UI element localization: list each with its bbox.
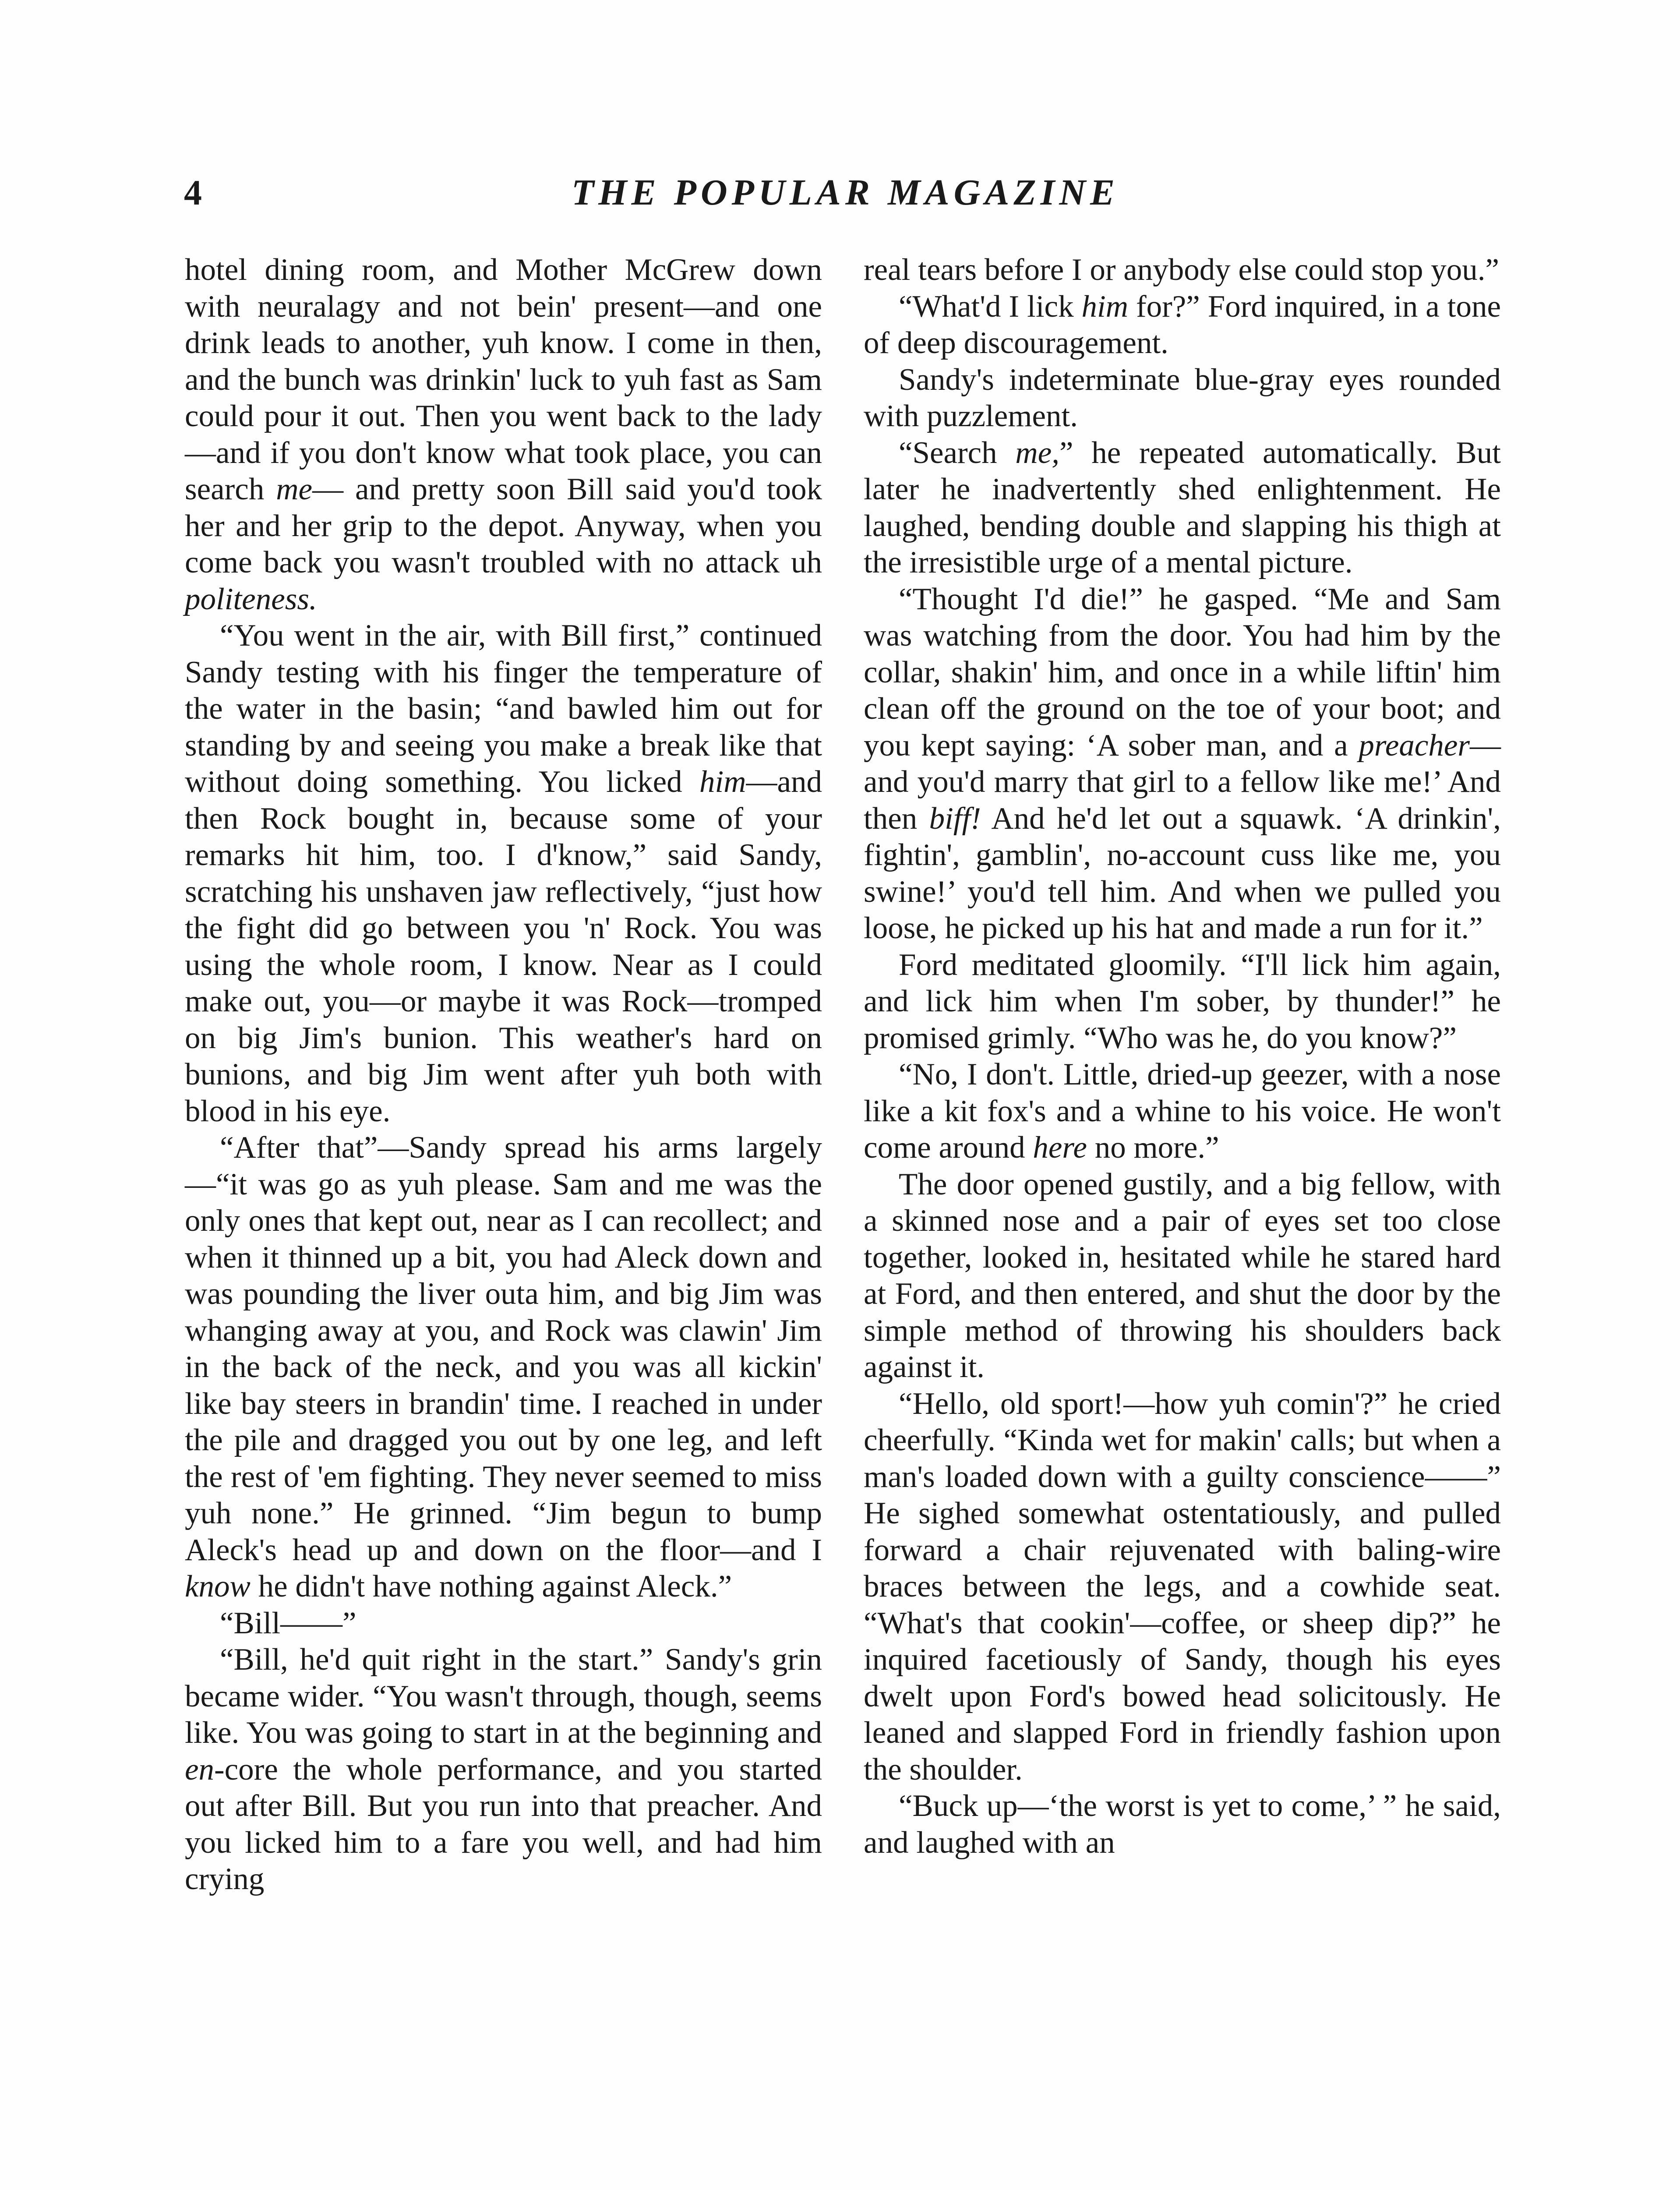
text-run: “Bill——” bbox=[220, 1606, 356, 1640]
paragraph bbox=[864, 1056, 1501, 1166]
text-run: —and you'd marry that girl to a fellow like me!’ And then bbox=[864, 728, 1501, 836]
text-run: “Buck up—‘the worst is yet to come,’ ” he said, and laughed with an bbox=[864, 1789, 1501, 1860]
text-run: no more.” bbox=[1087, 1130, 1219, 1165]
italic-text: him bbox=[1081, 289, 1129, 324]
paragraph bbox=[185, 1605, 822, 1642]
italic-text: him bbox=[699, 765, 746, 799]
text-run: hotel dining room, and Mother McGrew down with neuralagy and not bein' present—and one drink leads to another, yuh know. I come in then, and the bunch was drinkin' luck to yuh fast as Sam could pour it out. Then you went back to the lady—and if you don't know what took place, you can search bbox=[185, 253, 822, 506]
text-run: Sandy's indeterminate blue-gray eyes rounded with puzzlement. bbox=[864, 362, 1501, 433]
paragraph bbox=[864, 289, 1501, 362]
text-run: “Hello, old sport!—how yuh comin'?” he cried cheerfully. “Kinda wet for makin' calls; but when a man's loaded down with a guilty conscience——” He sighed somewhat ostentatiously, and pulled forward a chair rejuvenated with baling-wire braces between the legs, and a cowhide seat. “What's that cookin'—coffee, or sheep dip?” he inquired facetiously of Sandy, though his eyes dwelt upon Ford's bowed head solicitously. He leaned and slapped Ford in friendly fashion upon the shoulder. bbox=[864, 1386, 1501, 1787]
page-number: 4 bbox=[184, 173, 202, 212]
text-column-right bbox=[864, 252, 1501, 1861]
paragraph bbox=[864, 1166, 1501, 1386]
running-head: THE POPULAR MAGAZINE bbox=[571, 172, 1119, 213]
text-run: “Bill, he'd quit right in the start.” Sandy's grin became wider. “You wasn't through, though, seems like. You was going to start in at the beginning and bbox=[185, 1642, 822, 1750]
paragraph bbox=[185, 1642, 822, 1898]
paragraph bbox=[864, 1386, 1501, 1788]
paragraph bbox=[864, 947, 1501, 1057]
text-run: “You went in the air, with Bill first,” continued Sandy testing with his finger the temperature of the water in the basin; “and bawled him out for standing by and seeing you make a break like that without doing something. You licked bbox=[185, 618, 822, 799]
italic-text: know bbox=[185, 1569, 251, 1604]
text-run: —and then Rock bought in, because some of your remarks hit him, too. I d'know,” said Sandy, scratching his unshaven jaw reflectively, “just how the fight did go between you 'n' Rock. You was using the whole room, I know. Near as I could make out, you—or maybe it was Rock—tromped on big Jim's bunion. This weather's hard on bunions, and big Jim went after yuh both with blood in his eye. bbox=[185, 765, 822, 1128]
paragraph bbox=[864, 1788, 1501, 1861]
text-run: ” he repeated automatically. But later he inadvertently shed enlightenment. He laughed, bending double and slapping his thigh at the irresistible urge of a mental picture. bbox=[864, 435, 1501, 579]
italic-text: en bbox=[185, 1752, 215, 1787]
paragraph bbox=[185, 252, 822, 618]
text-run: And he'd let out a squawk. ‘A drinkin', fightin', gamblin', no-account cuss like me, you swine!’ you'd tell him. And when we pulled you loose, he picked up his hat and made a run for it.” bbox=[864, 801, 1501, 945]
text-column-left bbox=[185, 252, 822, 1898]
text-run: “No, I don't. Little, dried-up geezer, with a nose like a kit fox's and a whine to his voice. He won't come around bbox=[864, 1057, 1501, 1165]
paragraph bbox=[185, 1130, 822, 1605]
italic-text: here bbox=[1033, 1130, 1087, 1165]
paragraph bbox=[864, 362, 1501, 435]
text-run: for?” Ford inquired, in a tone of deep discouragement. bbox=[864, 289, 1501, 360]
paragraph bbox=[864, 252, 1501, 289]
page-header bbox=[184, 166, 1507, 219]
text-run: “What'd I lick bbox=[899, 289, 1082, 324]
text-run: Ford meditated gloomily. “I'll lick him again, and lick him when I'm sober, by thunder!” he promised grimly. “Who was he, do you know?” bbox=[864, 947, 1501, 1055]
paragraph bbox=[185, 618, 822, 1130]
italic-text: politeness. bbox=[185, 582, 317, 616]
text-run: “Search bbox=[899, 435, 1016, 470]
text-run: The door opened gustily, and a big fellow, with a skinned nose and a pair of eyes set too close together, looked in, hesitated while he stared hard at Ford, and then entered, and shut the door by the simple method of throwing his shoulders back against it. bbox=[864, 1167, 1501, 1384]
italic-text: preacher bbox=[1359, 728, 1470, 763]
text-run: “Thought I'd die!” he gasped. “Me and Sam was watching from the door. You had him by the collar, shakin' him, and once in a while liftin' him clean off the ground on the toe of your boot; and you kept saying: ‘A sober man, and a bbox=[864, 582, 1501, 763]
italic-text: me, bbox=[1015, 435, 1059, 470]
text-run: -core the whole performance, and you started out after Bill. But you run into that preacher. And you licked him to a fare you well, and had him crying bbox=[185, 1752, 822, 1896]
text-run: — and pretty soon Bill said you'd took her and her grip to the depot. Anyway, when you come back you wasn't troubled with no attack uh bbox=[185, 472, 822, 579]
italic-text: me bbox=[276, 472, 313, 506]
text-run: real tears before I or anybody else could stop you.” bbox=[864, 253, 1500, 287]
text-run: he didn't have nothing against Aleck.” bbox=[250, 1569, 732, 1604]
italic-text: biff! bbox=[929, 801, 981, 836]
text-run: “After that”—Sandy spread his arms largely—“it was go as yuh please. Sam and me was the only ones that kept out, near as I can recollect; and when it thinned up a bit, you had Aleck down and was pounding the liver outa him, and big Jim was whanging away at you, and Rock was clawin' Jim in the back of the neck, and you was all kickin' like bay steers in brandin' time. I reached in under the pile and dragged you out by one leg, and left the rest of 'em fighting. They never seemed to miss yuh none.” He grinned. “Jim begun to bump Aleck's head up and down on the floor—and I bbox=[185, 1130, 822, 1567]
paragraph bbox=[864, 581, 1501, 947]
paragraph bbox=[864, 435, 1501, 581]
